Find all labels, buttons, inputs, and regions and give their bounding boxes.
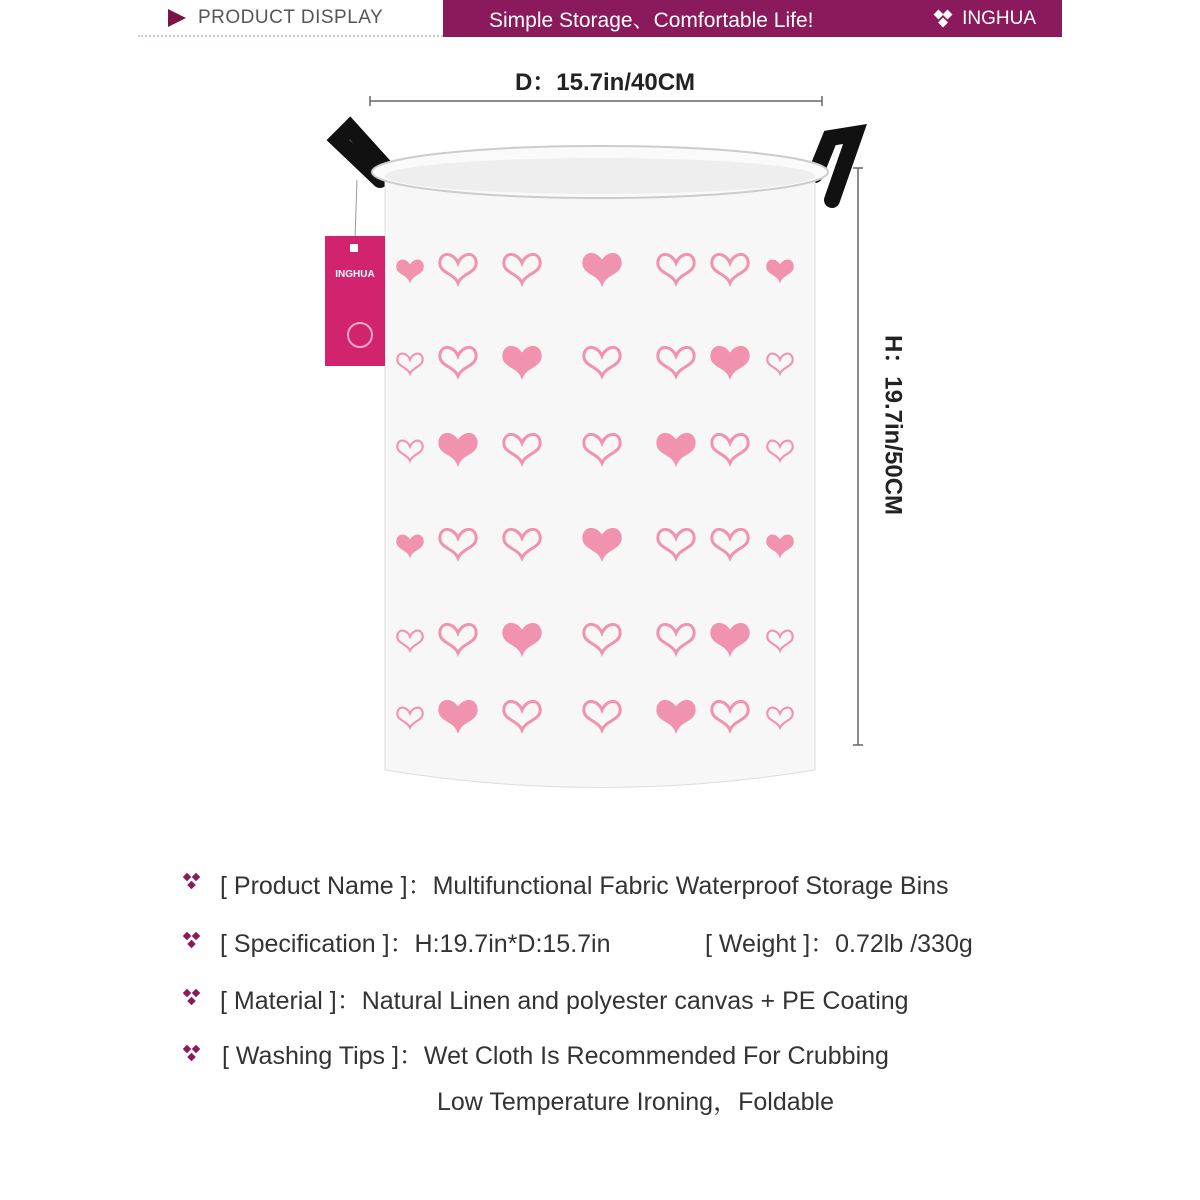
diameter-label: D：15.7in/40CM bbox=[514, 69, 696, 96]
brand-name: INGHUA bbox=[962, 7, 1036, 29]
slogan: Simple Storage、Comfortable Life! bbox=[489, 8, 814, 32]
hang-tag bbox=[325, 236, 385, 366]
bullet-icon bbox=[181, 929, 203, 951]
spec-specification: [ Specification ]：H:19.7in*D:15.7in bbox=[220, 930, 611, 958]
spec-weight: [ Weight ]：0.72lb /330g bbox=[705, 930, 973, 958]
bullet-icon bbox=[181, 986, 203, 1008]
bullet-icon bbox=[181, 870, 203, 892]
spec-product-name: [ Product Name ]：Multifunctional Fabric Waterproof Storage Bins bbox=[220, 872, 949, 900]
bullet-icon bbox=[181, 1042, 203, 1064]
height-label: H：19.7in/50CM bbox=[879, 334, 907, 516]
spec-material: [ Material ]：Natural Linen and polyester canvas + PE Coating bbox=[220, 987, 909, 1015]
spec-washing-tips: [ Washing Tips ]：Wet Cloth Is Recommended For Crubbing bbox=[222, 1042, 889, 1070]
tag-brand: INGHUA bbox=[335, 269, 375, 280]
diameter-dimension-line bbox=[370, 96, 822, 106]
section-label: PRODUCT DISPLAY bbox=[198, 6, 384, 28]
height-dimension-line bbox=[853, 168, 863, 745]
spec-washing-tips-line2: Low Temperature Ironing，Foldable bbox=[437, 1088, 834, 1116]
